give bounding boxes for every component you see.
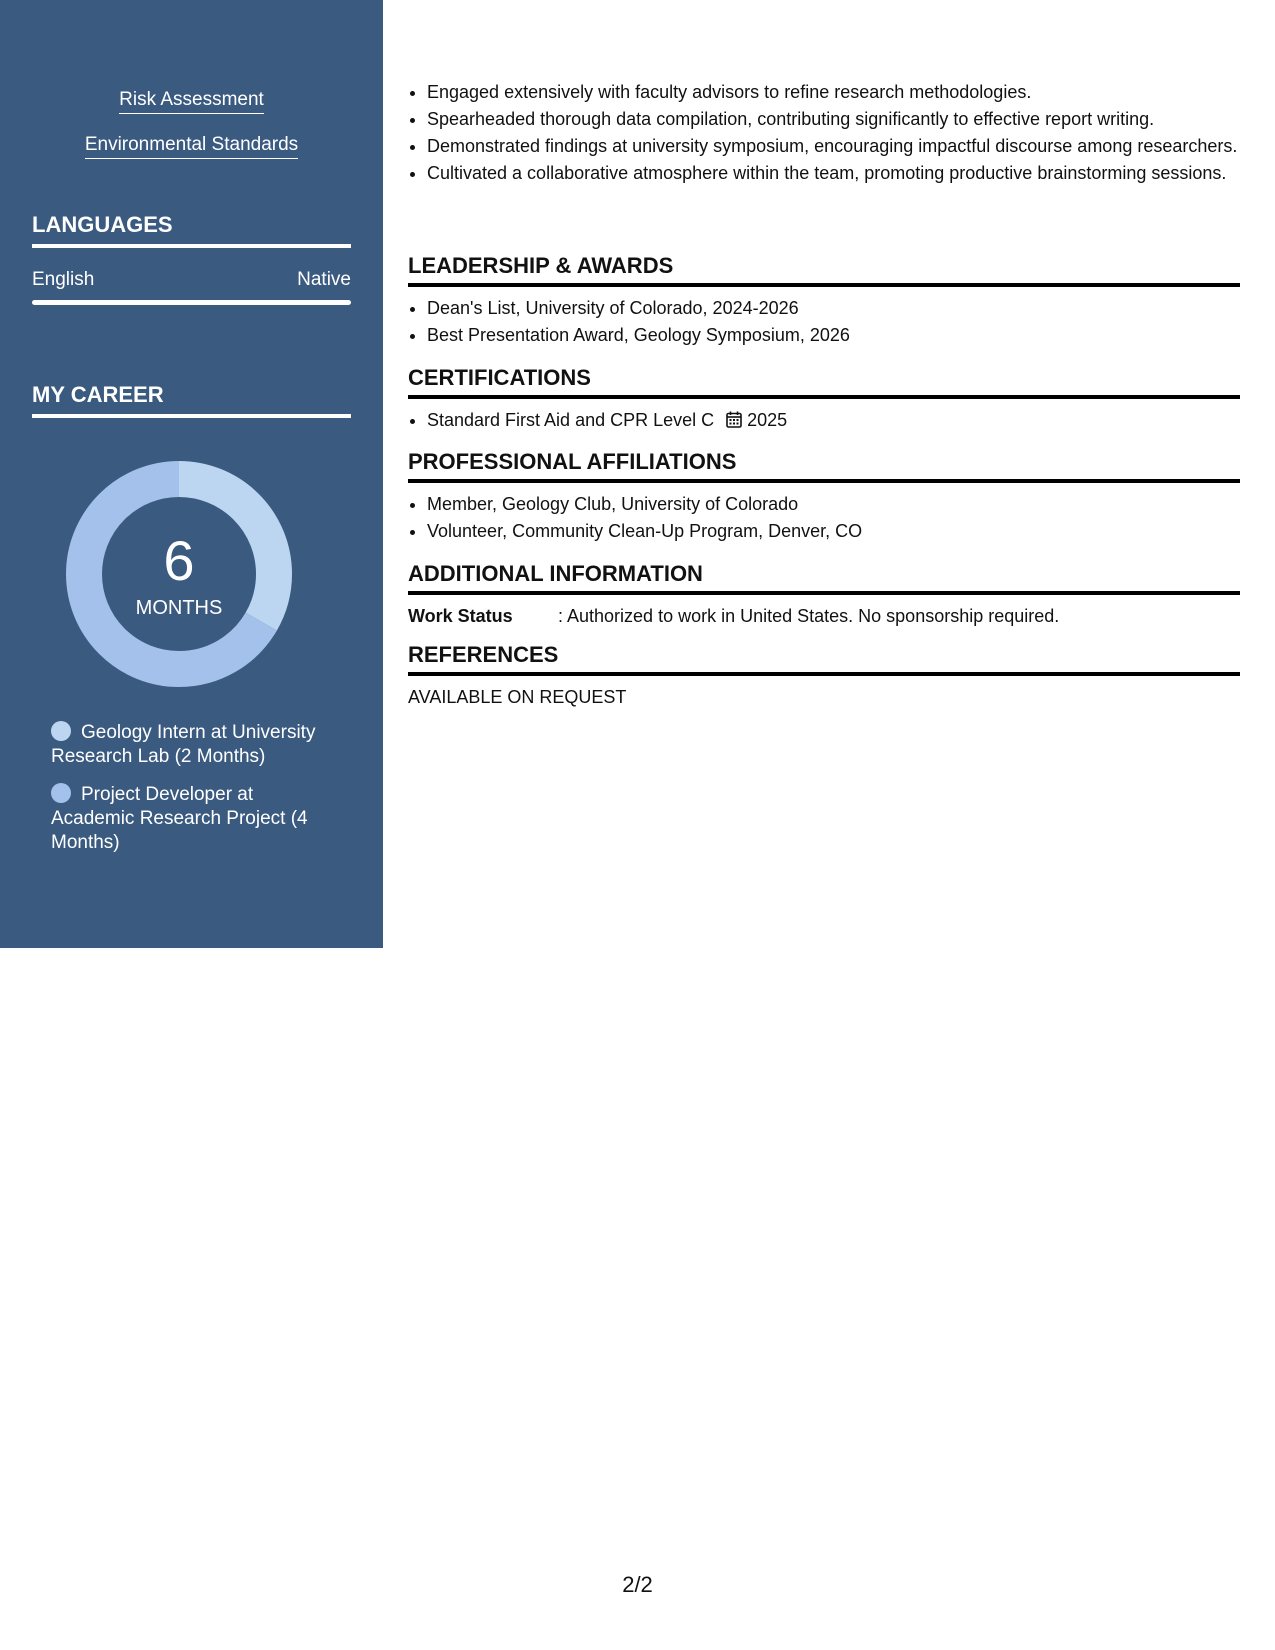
legend-dot-icon bbox=[51, 721, 71, 741]
career-total-value: 6 bbox=[163, 529, 195, 592]
work-status-label: Work Status bbox=[408, 606, 513, 626]
career-heading: MY CAREER bbox=[32, 382, 351, 418]
skill-risk-assessment[interactable] bbox=[0, 88, 383, 114]
legend-label: Geology Intern at University Research Lab (2 Months) bbox=[51, 722, 316, 767]
section-certifications bbox=[408, 365, 1240, 435]
experience-bullets bbox=[408, 80, 1259, 188]
certification-year: 2025 bbox=[747, 410, 788, 430]
language-level: Native bbox=[297, 269, 351, 290]
section-leadership bbox=[408, 253, 1240, 350]
work-status-value: : Authorized to work in United States. No sponsorship required. bbox=[558, 606, 1060, 626]
legend-dot-icon bbox=[51, 783, 71, 803]
section-heading: CERTIFICATIONS bbox=[408, 365, 1240, 399]
work-status-row bbox=[408, 604, 1240, 628]
section-heading: REFERENCES bbox=[408, 642, 1240, 676]
section-references bbox=[408, 642, 1240, 709]
section-additional-info bbox=[408, 561, 1240, 628]
section-heading: ADDITIONAL INFORMATION bbox=[408, 561, 1240, 595]
language-row bbox=[32, 268, 351, 292]
languages-heading: LANGUAGES bbox=[32, 212, 351, 248]
legend-label: Project Developer at Academic Research Project (4 Months) bbox=[51, 784, 308, 853]
career-legend-item bbox=[51, 783, 331, 855]
list-item: • Best Presentation Award, Geology Symposium, 2026 bbox=[427, 323, 1240, 347]
skill-label: Risk Assessment bbox=[119, 88, 264, 114]
list-item: • Demonstrated findings at university symposium, encouraging impactful discourse among researchers. bbox=[427, 134, 1259, 158]
career-total-unit: MONTHS bbox=[135, 597, 223, 619]
career-legend-item bbox=[51, 721, 331, 769]
page-number: 2/2 bbox=[622, 1572, 653, 1597]
list-item: • Engaged extensively with faculty advisors to refine research methodologies. bbox=[427, 80, 1259, 104]
skill-environmental-standards[interactable] bbox=[0, 133, 383, 159]
language-name: English bbox=[32, 269, 95, 290]
list-item: • Dean's List, University of Colorado, 2024-2026 bbox=[427, 296, 1240, 320]
certification-name: Standard First Aid and CPR Level C bbox=[427, 410, 715, 430]
calendar-icon bbox=[726, 411, 742, 428]
section-heading: LEADERSHIP & AWARDS bbox=[408, 253, 1240, 287]
section-affiliations bbox=[408, 449, 1240, 546]
section-heading: PROFESSIONAL AFFILIATIONS bbox=[408, 449, 1240, 483]
list-item bbox=[427, 408, 1240, 432]
sidebar bbox=[0, 0, 383, 948]
references-text: AVAILABLE ON REQUEST bbox=[408, 687, 627, 707]
language-proficiency-bar bbox=[32, 300, 351, 305]
list-item: • Cultivated a collaborative atmosphere within the team, promoting productive brainstorming sessions. bbox=[427, 161, 1259, 185]
list-item: • Spearheaded thorough data compilation, contributing significantly to effective report writing. bbox=[427, 107, 1259, 131]
list-item: • Volunteer, Community Clean-Up Program, Denver, CO bbox=[427, 519, 1240, 543]
list-item: • Member, Geology Club, University of Colorado bbox=[427, 492, 1240, 516]
skill-label: Environmental Standards bbox=[85, 133, 298, 159]
